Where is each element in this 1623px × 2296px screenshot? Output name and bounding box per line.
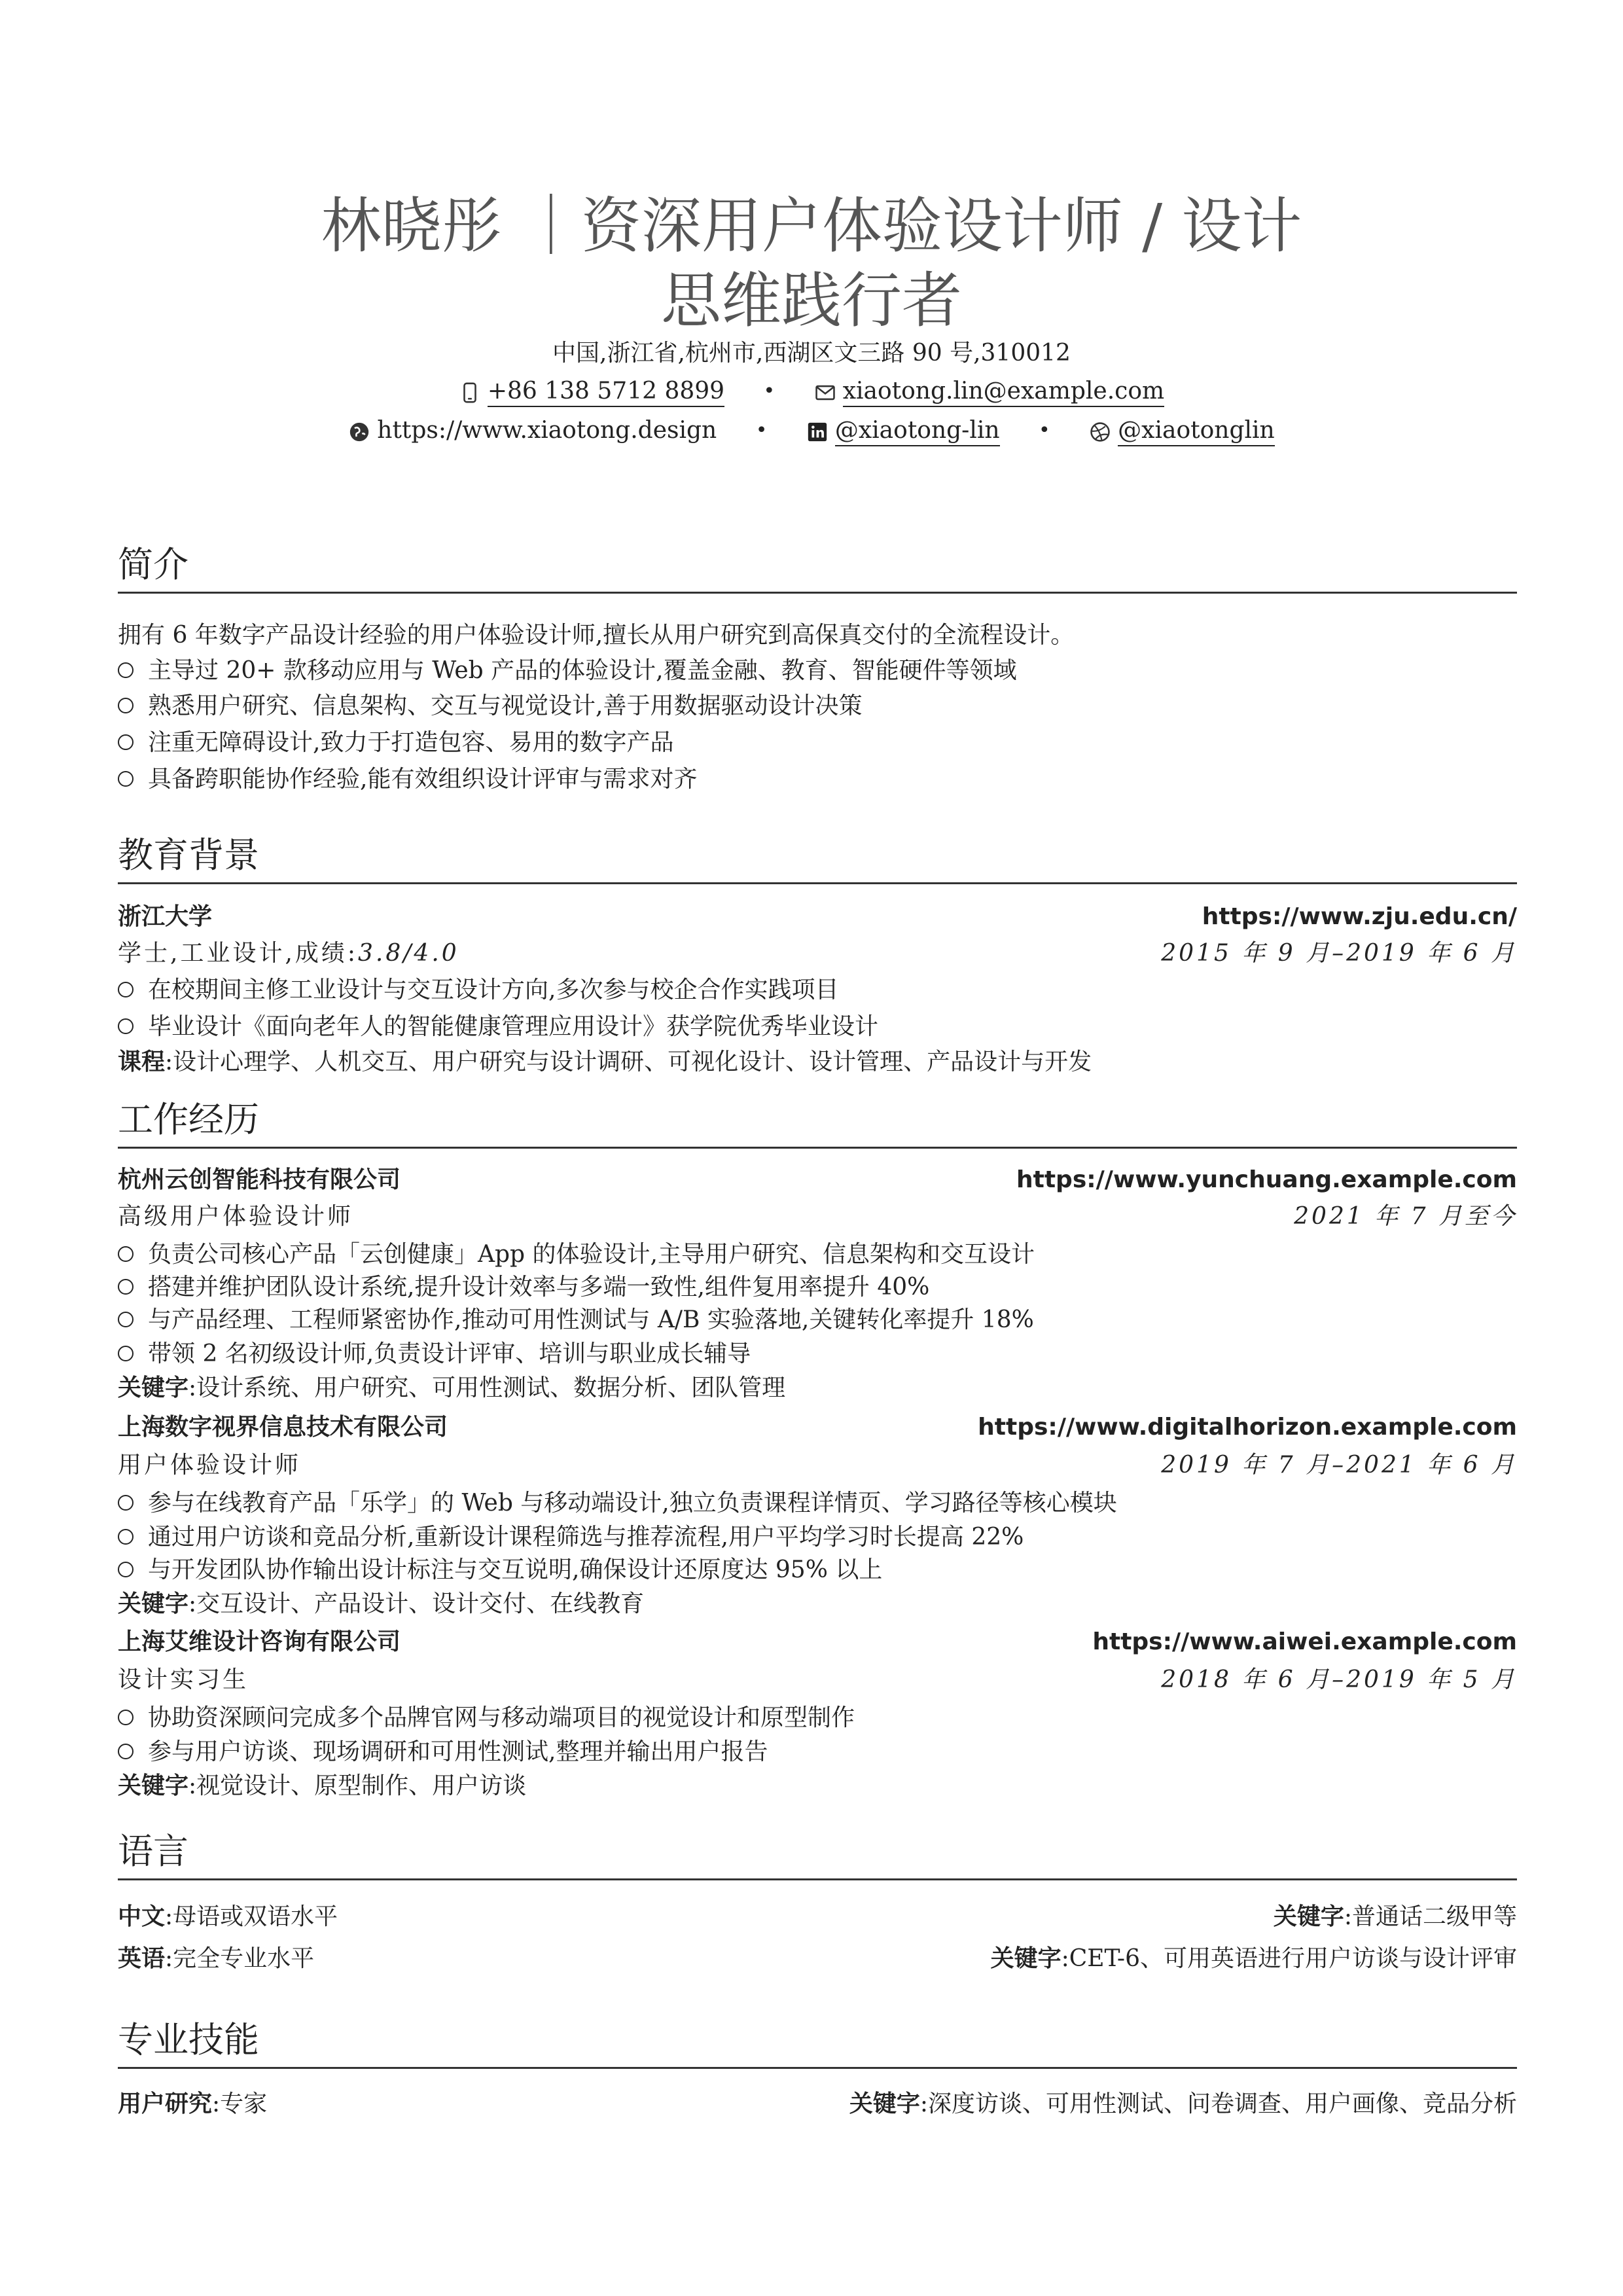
company-name: 杭州云创智能科技有限公司 <box>118 1166 401 1193</box>
dribbble-link[interactable]: @xiaotonglin <box>1118 417 1275 446</box>
job-role: 设计实习生 <box>118 1666 249 1693</box>
job-role: 用户体验设计师 <box>118 1452 302 1479</box>
list-item <box>118 690 862 723</box>
contact-row-web-social <box>0 412 1623 448</box>
keywords-label: 关键字 <box>849 2090 920 2117</box>
bullet-circle-icon <box>118 1018 134 1034</box>
keywords-label: 关键字 <box>1273 1903 1344 1930</box>
bullet-circle-icon <box>118 1529 134 1545</box>
linkedin-item[interactable] <box>806 414 1000 448</box>
mobile-phone-icon <box>459 382 481 404</box>
company-url[interactable]: https://www.yunchuang.example.com <box>1016 1166 1517 1193</box>
company-name: 上海数字视界信息技术有限公司 <box>118 1414 448 1441</box>
website-item[interactable] <box>348 414 717 448</box>
list-item <box>118 1271 929 1304</box>
bullet-circle-icon <box>118 662 134 678</box>
courses-line <box>118 1046 1517 1079</box>
list-item <box>118 763 697 796</box>
list-item-text: 注重无障碍设计,致力于打造包容、易用的数字产品 <box>148 729 674 756</box>
name-title-line2: 思维践行者 <box>660 266 962 336</box>
linkedin-link[interactable]: @xiaotong-lin <box>835 417 1000 446</box>
phone-link[interactable]: +86 138 5712 8899 <box>488 378 724 407</box>
list-item <box>118 726 673 759</box>
job-role: 高级用户体验设计师 <box>118 1203 354 1230</box>
list-item-text: 与产品经理、工程师紧密协作,推动可用性测试与 A/B 实验落地,关键转化率提升 18% <box>148 1306 1034 1333</box>
section-divider <box>118 1878 1517 1880</box>
list-item-text: 熟悉用户研究、信息架构、交互与视觉设计,善于用数据驱动设计决策 <box>148 692 863 719</box>
section-title-languages: 语言 <box>118 1831 188 1872</box>
phone-item[interactable] <box>459 374 724 408</box>
list-item <box>118 1011 878 1043</box>
section-divider <box>118 882 1517 884</box>
school-name: 浙江大学 <box>118 903 213 930</box>
email-link[interactable]: xiaotong.lin@example.com <box>843 378 1164 407</box>
website-link[interactable]: https://www.xiaotong.design <box>377 417 717 444</box>
dribbble-item[interactable] <box>1089 414 1275 448</box>
section-title-skills: 专业技能 <box>118 2019 259 2060</box>
company-url[interactable]: https://www.digitalhorizon.example.com <box>978 1414 1517 1441</box>
list-item <box>118 1736 768 1768</box>
list-item <box>118 1304 1034 1336</box>
keywords-line <box>118 1372 1517 1405</box>
language-keywords <box>991 1943 1517 1975</box>
keywords-text: :深度访谈、可用性测试、问卷调查、用户画像、竞品分析 <box>919 2090 1517 2117</box>
gpa-value: 3.8/4.0 <box>358 940 459 967</box>
list-item-text: 负责公司核心产品「云创健康」App 的体验设计,主导用户研究、信息架构和交互设计 <box>148 1241 1035 1268</box>
summary-intro: 拥有 6 年数字产品设计经验的用户体验设计师,擅长从用户研究到高保真交付的全流程设计。 <box>118 622 1075 649</box>
list-item <box>118 974 838 1007</box>
language-level: :完全专业水平 <box>165 1945 315 1972</box>
keywords-line <box>118 1770 1517 1803</box>
section-title-summary: 简介 <box>118 544 188 585</box>
list-item <box>118 1487 1117 1520</box>
bullet-circle-icon <box>118 1346 134 1361</box>
list-item-text: 参与用户访谈、现场调研和可用性测试,整理并输出用户报告 <box>148 1738 768 1765</box>
skill-label: 用户研究 <box>118 2090 213 2117</box>
list-item-text: 通过用户访谈和竞品分析,重新设计课程筛选与推荐流程,用户平均学习时长提高 22% <box>148 1524 1024 1551</box>
email-item[interactable] <box>814 374 1164 408</box>
keywords-text: :CET-6、可用英语进行用户访谈与设计评审 <box>1061 1945 1517 1972</box>
language-level: :母语或双语水平 <box>165 1903 338 1930</box>
bullet-circle-icon <box>118 1710 134 1725</box>
keywords-line <box>118 1588 1517 1621</box>
bullet-circle-icon <box>118 771 134 787</box>
bullet-circle-icon <box>118 1246 134 1262</box>
keywords-label: 关键字 <box>990 1945 1061 1972</box>
school-url[interactable]: https://www.zju.edu.cn/ <box>1202 903 1517 930</box>
list-item-text: 毕业设计《面向老年人的智能健康管理应用设计》获学院优秀毕业设计 <box>148 1013 879 1040</box>
courses-text: :设计心理学、人机交互、用户研究与设计调研、可视化设计、设计管理、产品设计与开发 <box>165 1049 1092 1075</box>
separator-dot: • <box>1039 419 1050 442</box>
separator-dot: • <box>763 380 776 403</box>
keywords-text: :交互设计、产品设计、设计交付、在线教育 <box>188 1590 645 1617</box>
bullet-circle-icon <box>118 982 134 997</box>
contact-row-phone-email <box>0 373 1623 408</box>
section-divider <box>118 1147 1517 1149</box>
job-dates: 2019 年 7 月–2021 年 6 月 <box>1161 1452 1517 1479</box>
company-url[interactable]: https://www.aiwei.example.com <box>1092 1628 1517 1655</box>
language-keywords <box>1274 1901 1517 1933</box>
skill-keywords <box>849 2088 1517 2121</box>
list-item <box>118 1702 855 1734</box>
list-item <box>118 1338 751 1371</box>
list-item <box>118 1521 1024 1554</box>
list-item-text: 协助资深顾问完成多个品牌官网与移动端项目的视觉设计和原型制作 <box>148 1704 855 1731</box>
list-item-text: 具备跨职能协作经验,能有效组织设计评审与需求对齐 <box>148 766 698 793</box>
globe-icon <box>348 421 370 443</box>
keywords-label: 关键字 <box>118 1772 189 1799</box>
address: 中国,浙江省,杭州市,西湖区文三路 90 号,310012 <box>552 340 1071 367</box>
bullet-circle-icon <box>118 1312 134 1327</box>
list-item-text: 参与在线教育产品「乐学」的 Web 与移动端设计,独立负责课程详情页、学习路径等核心模块 <box>148 1490 1117 1516</box>
bullet-circle-icon <box>118 1744 134 1759</box>
bullet-circle-icon <box>118 1495 134 1511</box>
keywords-label: 关键字 <box>118 1590 189 1617</box>
education-dates: 2015 年 9 月–2019 年 6 月 <box>1161 940 1517 967</box>
section-divider <box>118 2067 1517 2069</box>
list-item <box>118 1238 1035 1271</box>
bullet-circle-icon <box>118 698 134 713</box>
dribbble-icon <box>1089 421 1111 443</box>
name-title-line1: 林晓彤 ｜资深用户体验设计师 / 设计 <box>321 191 1302 261</box>
keywords-text: :视觉设计、原型制作、用户访谈 <box>188 1772 527 1799</box>
company-name: 上海艾维设计咨询有限公司 <box>118 1628 401 1655</box>
section-title-education: 教育背景 <box>118 834 259 876</box>
language-label: 中文 <box>118 1903 166 1930</box>
section-divider <box>118 592 1517 594</box>
list-item-text: 在校期间主修工业设计与交互设计方向,多次参与校企合作实践项目 <box>148 977 839 1003</box>
list-item <box>118 655 1017 687</box>
list-item-text: 主导过 20+ 款移动应用与 Web 产品的体验设计,覆盖金融、教育、智能硬件等领域 <box>148 657 1017 684</box>
bullet-circle-icon <box>118 734 134 750</box>
section-title-work: 工作经历 <box>118 1099 259 1140</box>
keywords-text: :设计系统、用户研究、可用性测试、数据分析、团队管理 <box>188 1374 786 1401</box>
list-item-text: 带领 2 名初级设计师,负责设计评审、培训与职业成长辅导 <box>148 1340 751 1367</box>
linkedin-icon <box>806 421 829 443</box>
list-item-text: 搭建并维护团队设计系统,提升设计效率与多端一致性,组件复用率提升 40% <box>148 1274 930 1300</box>
bullet-circle-icon <box>118 1279 134 1295</box>
keywords-text: :普通话二级甲等 <box>1344 1903 1517 1930</box>
list-item-text: 与开发团队协作输出设计标注与交互说明,确保设计还原度达 95% 以上 <box>148 1556 883 1583</box>
language-label: 英语 <box>118 1945 166 1972</box>
degree-text: 学士,工业设计,成绩: <box>118 940 359 967</box>
bullet-circle-icon <box>118 1562 134 1577</box>
job-dates: 2018 年 6 月–2019 年 5 月 <box>1161 1666 1517 1693</box>
job-dates: 2021 年 7 月至今 <box>1294 1203 1517 1230</box>
keywords-label: 关键字 <box>118 1374 189 1401</box>
separator-dot: • <box>755 419 768 442</box>
courses-label: 课程 <box>118 1049 166 1075</box>
envelope-icon <box>814 382 836 404</box>
skill-level: :专家 <box>212 2090 268 2117</box>
list-item <box>118 1554 882 1587</box>
